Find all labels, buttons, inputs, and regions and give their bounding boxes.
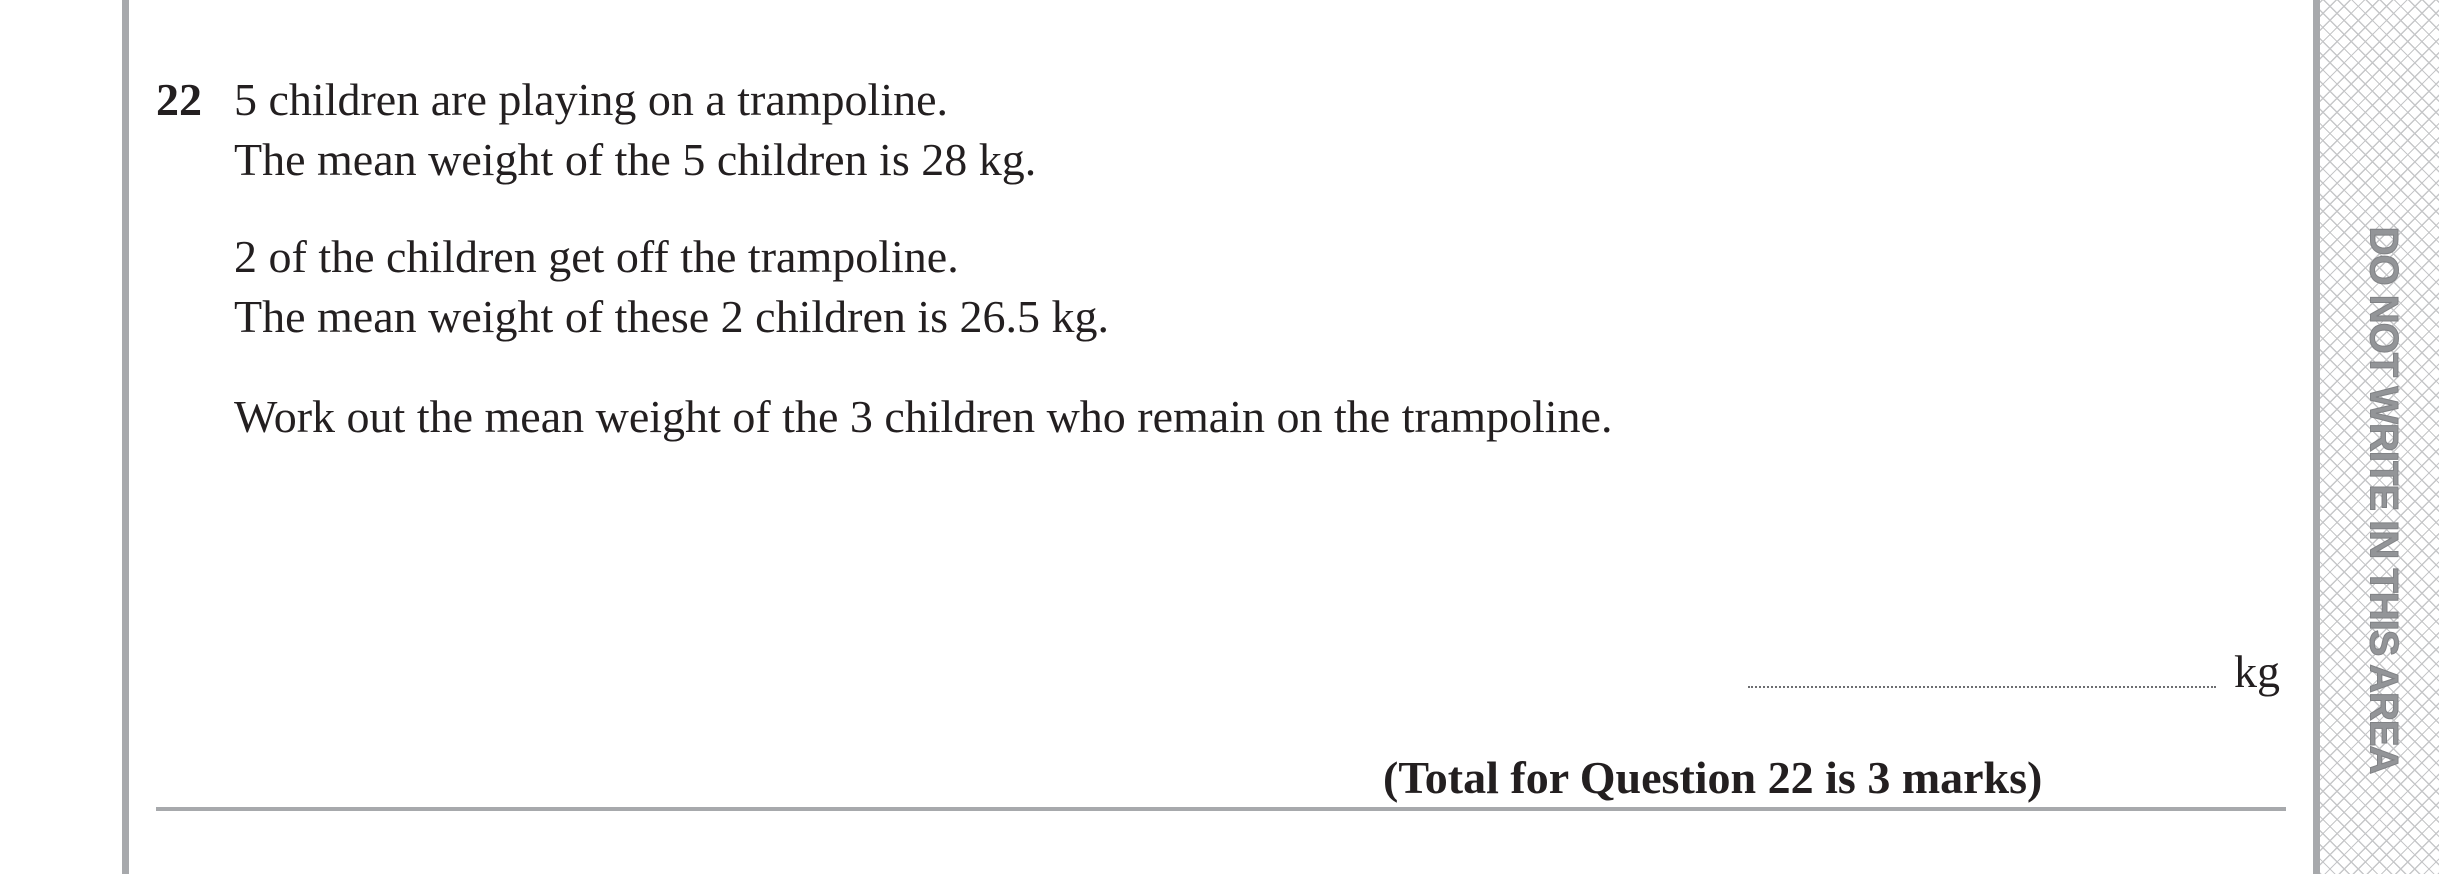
question-line-5: Work out the mean weight of the 3 children who remain on the trampoline. [234, 391, 1613, 442]
question-line-2: The mean weight of the 5 children is 28 kg. [234, 134, 1037, 185]
answer-field[interactable] [1748, 642, 2288, 702]
question-total-marks: (Total for Question 22 is 3 marks) [1383, 752, 2043, 803]
question-number: 22 [156, 74, 202, 125]
question-line-1: 5 children are playing on a trampoline. [234, 74, 949, 125]
question-line-3: 2 of the children get off the trampoline. [234, 231, 959, 282]
question-line-4: The mean weight of these 2 children is 26.5 kg. [234, 291, 1110, 342]
question-end-rule [156, 807, 2286, 811]
margin-warning: DO NOT WRITE IN THIS AREA [2361, 226, 2406, 774]
answer-unit: kg [2234, 646, 2280, 697]
answer-dotted-line[interactable] [1748, 686, 2216, 688]
